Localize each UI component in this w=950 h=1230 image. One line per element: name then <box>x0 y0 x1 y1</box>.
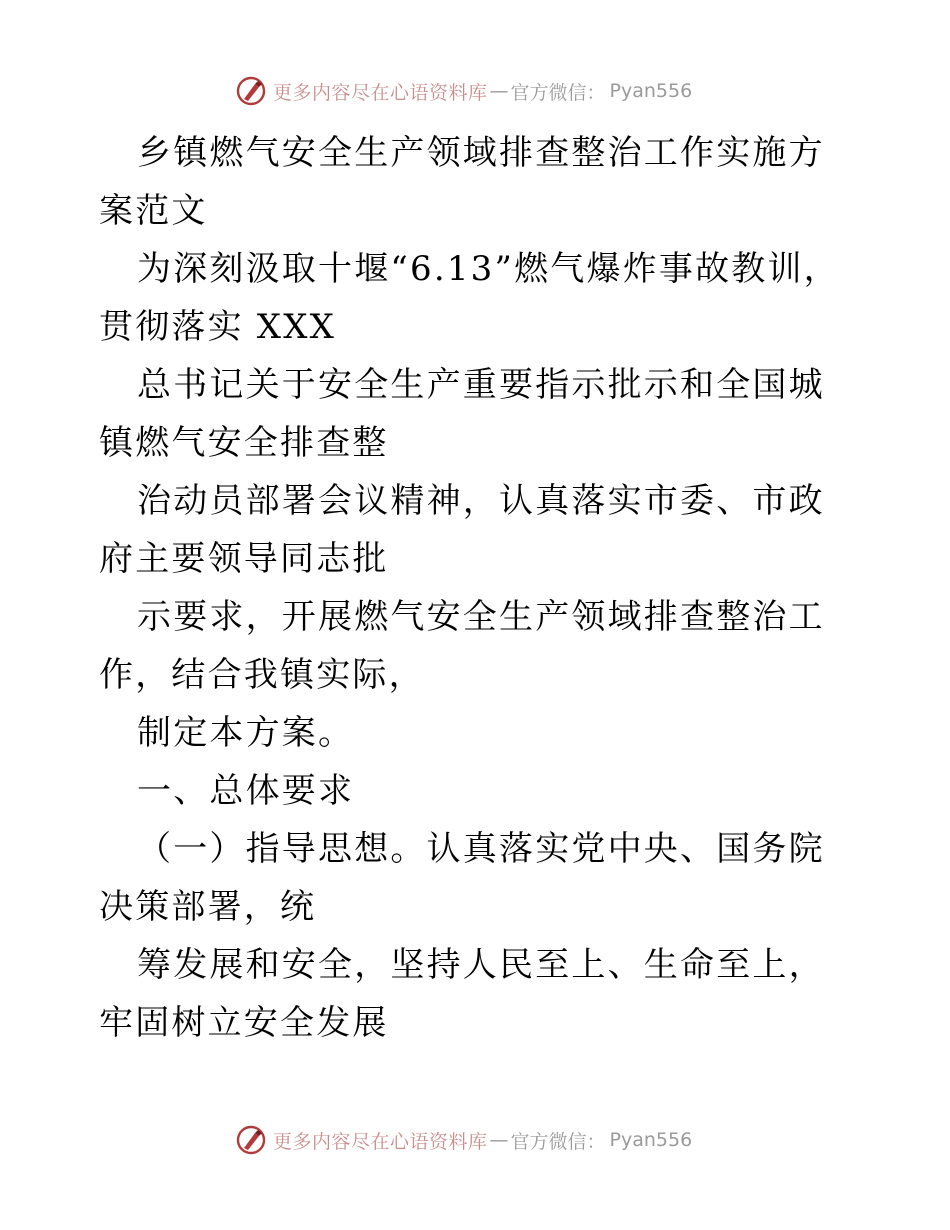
watermark-site-text: 更多内容尽在心语资料库 <box>273 81 488 104</box>
document-body <box>99 124 851 1052</box>
paragraph-line: 制定本方案。 <box>137 713 355 753</box>
paragraph-line: （一）指导思想。认真落实党中央、国务院决策部署，统 <box>99 829 825 927</box>
document-title: 乡镇燃气安全生产领域排查整治工作实施方案范文 <box>99 133 825 231</box>
watermark-wechat-id: Pyan556 <box>609 1129 693 1151</box>
pen-logo-icon <box>235 1124 267 1156</box>
watermark-label: 官方微信： <box>510 1130 606 1153</box>
watermark-label: 官方微信： <box>510 81 606 104</box>
paragraph-line: 为深刻汲取十堰“6.13”燃气爆炸事故教训，贯彻落实 XXX <box>99 249 840 347</box>
paragraph-line: 治动员部署会议精神，认真落实市委、市政府主要领导同志批 <box>99 481 825 579</box>
paragraph-line: 总书记关于安全生产重要指示批示和全国城镇燃气安全排查整 <box>99 365 825 463</box>
footer-watermark <box>235 1123 692 1157</box>
watermark-separator: — <box>489 1129 509 1151</box>
paragraph-line: 筹发展和安全，坚持人民至上、生命至上，牢固树立安全发展 <box>99 945 825 1043</box>
section-heading: 一、总体要求 <box>137 771 355 811</box>
header-watermark <box>235 74 692 108</box>
pen-logo-icon <box>235 75 267 107</box>
watermark-separator: — <box>489 80 509 102</box>
paragraph-line: 示要求，开展燃气安全生产领域排查整治工作，结合我镇实际， <box>99 597 825 695</box>
watermark-wechat-id: Pyan556 <box>609 80 693 102</box>
watermark-site-text: 更多内容尽在心语资料库 <box>273 1130 488 1153</box>
